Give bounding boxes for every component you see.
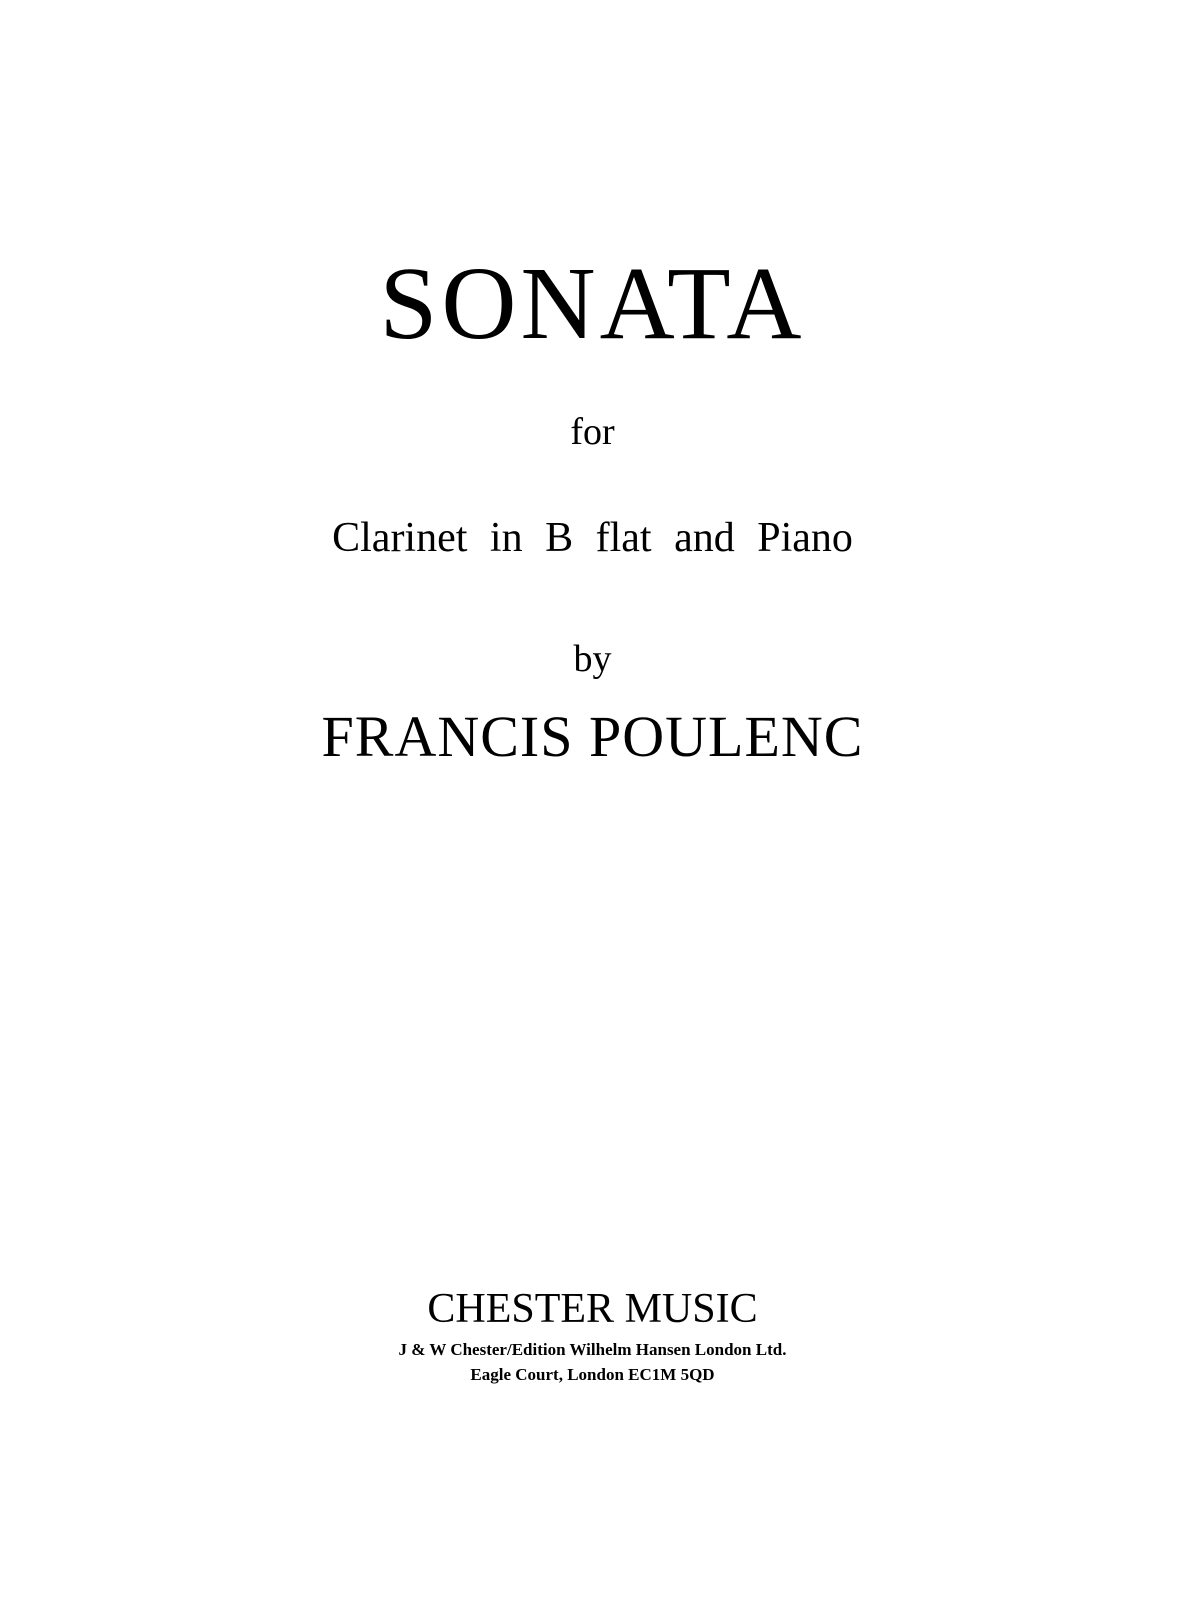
instrumentation: Clarinet in B flat and Piano	[332, 515, 853, 561]
publisher-address: Eagle Court, London EC1M 5QD	[470, 1365, 715, 1384]
publisher-name: CHESTER MUSIC	[427, 1286, 758, 1332]
work-title: SONATA	[379, 246, 806, 361]
composer-name: FRANCIS POULENC	[321, 704, 864, 769]
by-text: by	[573, 638, 612, 680]
for-text: for	[570, 411, 615, 453]
publisher-company: J & W Chester/Edition Wilhelm Hansen London Ltd.	[398, 1340, 787, 1359]
